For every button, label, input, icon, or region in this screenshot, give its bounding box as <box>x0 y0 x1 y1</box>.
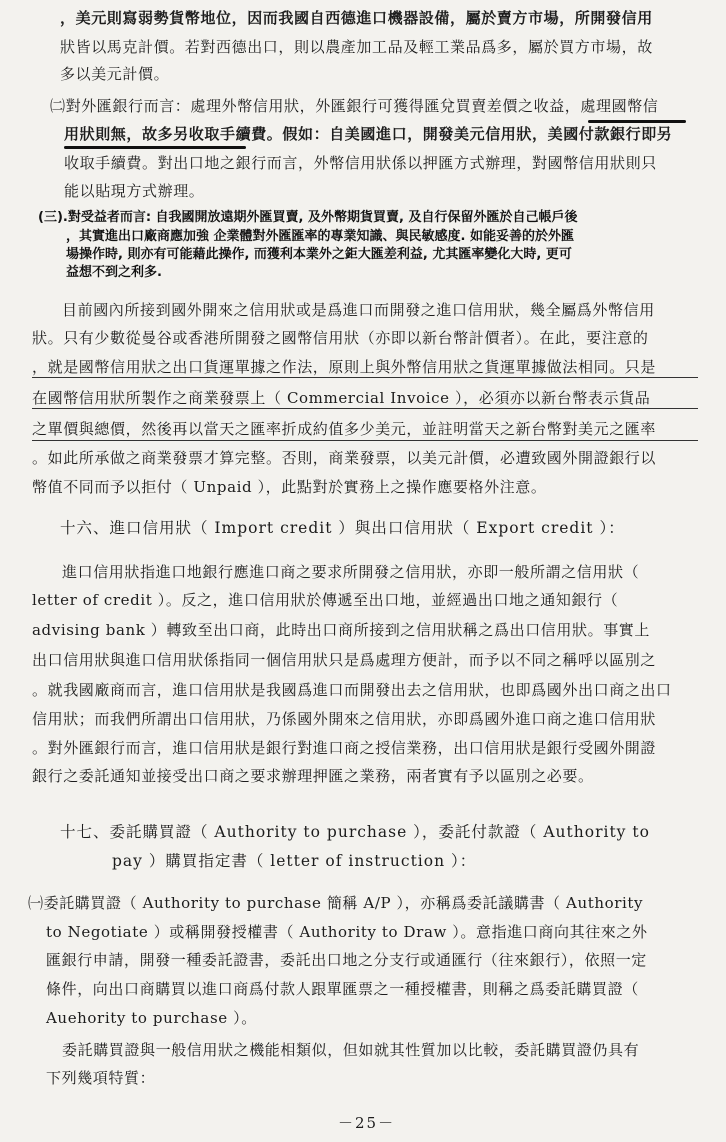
text-line: 委託購買證與一般信用狀之機能相類似，但如就其性質加以比較，委託購買證仍具有 <box>62 1041 640 1059</box>
section-heading: pay ）購買指定書（ letter of instruction ）： <box>112 852 477 870</box>
text-line: letter of credit ）。反之，進口信用狀於傳遞至出口地，並經過出口地之通知銀行（ <box>32 591 619 609</box>
text-line: 條件，向出口商購買以進口商爲付款人跟單匯票之一種授權書，則稱之爲委託購買證（ <box>46 980 639 998</box>
text-line: 幣值不同而予以拒付（ Unpaid ），此點對於實務上之操作應要格外注意。 <box>32 478 547 496</box>
text-line: 場操作時, 則亦有可能藉此操作, 而獲利本業外之鉅大匯差利益, 尤其匯率變化大時, 更可 <box>66 247 572 262</box>
section-heading: 十七、委託購買證（ Authority to purchase ），委託付款證（ Authority to <box>60 823 650 841</box>
highlight-underline <box>64 146 246 149</box>
underline-rule <box>32 377 698 378</box>
text-line: ，其實進出口廠商應加強 企業體對外匯匯率的專業知識、與民敏感度. 如能妥善的於外匯 <box>66 229 574 244</box>
text-line: 用狀則無，故多另收取手續費。假如：自美國進口，開發美元信用狀，美國付款銀行即另 <box>64 125 673 143</box>
text-line: ㈡對外匯銀行而言：處理外幣信用狀，外匯銀行可獲得匯兌買賣差價之收益，處理國幣信 <box>50 97 659 115</box>
underline-rule <box>32 408 698 409</box>
text-line: 收取手續費。對出口地之銀行而言，外幣信用狀係以押匯方式辦理，對國幣信用狀則只 <box>64 154 657 172</box>
text-line: ㈠委託購買證（ Authority to purchase 簡稱 A/P ），亦稱爲委託議購書（ Authority <box>28 894 644 912</box>
text-line: 之單價與總價，然後再以當天之匯率折成約值多少美元，並註明當天之新台幣對美元之匯率 <box>32 420 657 438</box>
text-line: 進口信用狀指進口地銀行應進口商之要求所開發之信用狀，亦即一般所謂之信用狀（ <box>62 563 640 581</box>
section-heading: 十六、進口信用狀（ Import credit ）與出口信用狀（ Export credit ）： <box>60 519 625 537</box>
text-line: 銀行之委託通知並接受出口商之要求辦理押匯之業務，兩者實有予以區別之必要。 <box>32 767 594 785</box>
highlight-underline <box>588 120 686 123</box>
text-line: 下列幾項特質： <box>46 1069 156 1087</box>
text-line: 目前國內所接到國外開來之信用狀或是爲進口而開發之進口信用狀，幾全屬爲外幣信用 <box>62 301 655 319</box>
text-line: 。對外匯銀行而言，進口信用狀是銀行對進口商之授信業務，出口信用狀是銀行受國外開證 <box>32 739 657 757</box>
text-line: advising bank ）轉致至出口商，此時出口商所接到之信用狀稱之爲出口信用狀。事實上 <box>32 621 651 639</box>
text-line: 。如此所承做之商業發票才算完整。否則，商業發票，以美元計價，必遭致國外開證銀行以 <box>32 449 657 467</box>
underline-rule <box>32 440 698 441</box>
text-line: 在國幣信用狀所製作之商業發票上（ Commercial Invoice ），必須亦以新台幣表示貨品 <box>32 389 651 407</box>
text-line: ，美元則寫弱勢貨幣地位，因而我國自西德進口機器設備，屬於賣方市場，所開發信用 <box>60 9 653 27</box>
text-line: 益想不到之利多. <box>66 265 162 280</box>
text-line: 狀。只有少數從曼谷或香港所開發之國幣信用狀（亦即以新台幣計價者）。在此，要注意的 <box>32 329 649 347</box>
text-line: 出口信用狀與進口信用狀係指同一個信用狀只是爲處理方便計，而予以不同之稱呼以區別之 <box>32 651 657 669</box>
text-line: 能以貼現方式辦理。 <box>64 182 205 200</box>
text-line: to Negotiate ）或稱開發授權書（ Authority to Draw ）。意指進口商向其往來之外 <box>46 923 648 941</box>
text-line: Auehority to purchase ）。 <box>46 1009 257 1027</box>
text-line: ，就是國幣信用狀之出口貨運單據之作法，原則上與外幣信用狀之貨運單據做法相同。只是 <box>32 358 657 376</box>
text-line: 信用狀；而我們所謂出口信用狀，乃係國外開來之信用狀，亦即爲國外進口商之進口信用狀 <box>32 710 657 728</box>
text-line: 多以美元計價。 <box>60 65 170 83</box>
text-line: 匯銀行申請，開發一種委託證書，委託出口地之分支行或通匯行（往來銀行），依照一定 <box>46 951 647 969</box>
text-line: 狀皆以馬克計價。若對西德出口，則以農產加工品及輕工業品爲多，屬於買方市場，故 <box>60 38 653 56</box>
text-line: (三).對受益者而言: 自我國開放遠期外匯買賣, 及外幣期貨買賣, 及自行保留外匯於自己帳戶後 <box>38 210 578 225</box>
text-line: 。就我國廠商而言，進口信用狀是我國爲進口而開發出去之信用狀，也即爲國外出口商之出口 <box>32 681 672 699</box>
page-number: －25－ <box>338 1114 396 1132</box>
